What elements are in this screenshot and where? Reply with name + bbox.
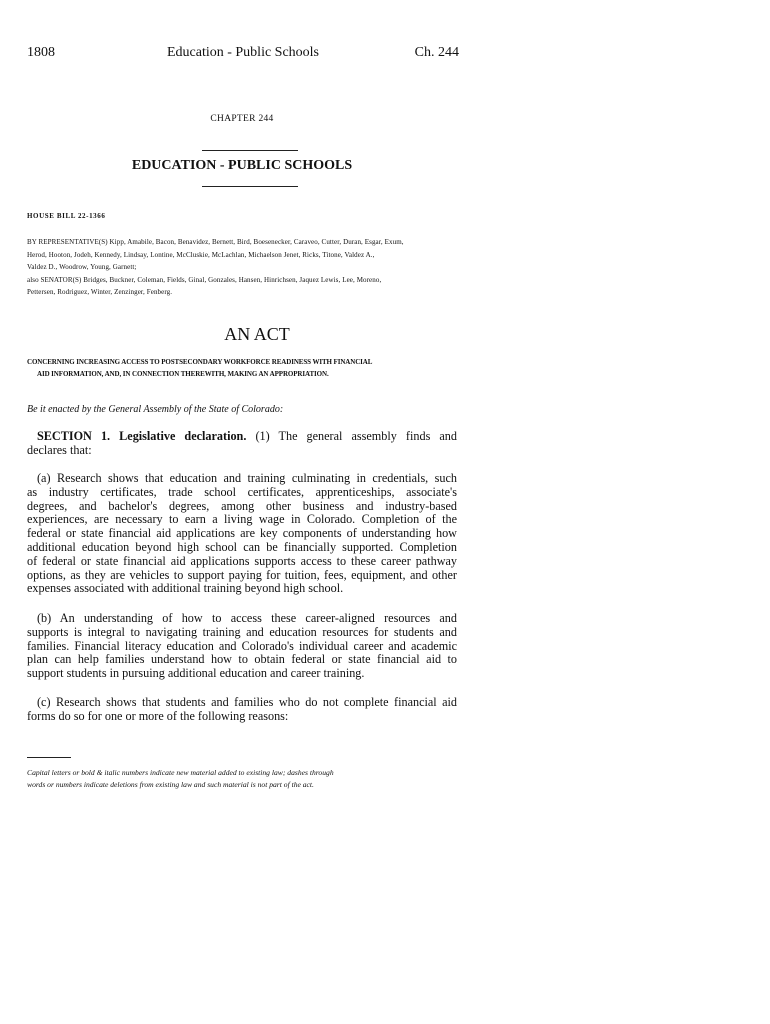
sponsors-list	[27, 236, 459, 299]
paragraph-line: families. Financial literacy education and Colorado's individual career and academic	[27, 638, 457, 653]
chapter-short: Ch. 244	[414, 45, 459, 60]
sponsors-line: Valdez D., Woodrow, Young, Garnett;	[27, 263, 137, 271]
footnote-line: Capital letters or bold & italic numbers indicate new material added to existing law; dashes through	[27, 768, 334, 777]
paragraph-line: plan can help families understand how to obtain federal or state financial aid to	[27, 652, 457, 667]
paragraph-line: (c) Research shows that students and families who do not complete financial aid	[37, 695, 457, 709]
concerning-line: AID INFORMATION, AND, IN CONNECTION THEREWITH, MAKING AN APPROPRIATION.	[37, 370, 329, 378]
bill-number: HOUSE BILL 22-1366	[27, 212, 106, 220]
paragraph-line: additional education beyond high school can be financially supported. Completion	[27, 539, 457, 554]
page-number: 1808	[27, 45, 55, 60]
sponsors-line: also SENATOR(S) Bridges, Buckner, Coleman, Fields, Ginal, Gonzales, Hansen, Hinrichsen, Jaquez Lewis, Lee, Moreno,	[27, 275, 382, 284]
running-header	[27, 45, 459, 65]
running-title: Education - Public Schools	[166, 45, 320, 60]
paragraph-b	[27, 612, 457, 681]
paragraph-a	[27, 472, 457, 596]
sponsors-line: BY REPRESENTATIVE(S) Kipp, Amabile, Bacon, Benavidez, Bernett, Bird, Boesenecker, Caraveo, Cutter, Duran, Esgar, Exum,	[27, 238, 404, 246]
paragraph-line: options, as they are vehicles to support paying for tuition, fees, equipment, and other	[27, 567, 457, 582]
section-text-line: declares that:	[27, 442, 92, 457]
act-heading: AN ACT	[224, 324, 290, 344]
paragraph-line: (a) Research shows that education and training culminating in credentials, such	[37, 471, 457, 485]
act-title-concerning	[27, 356, 459, 380]
paragraph-line: as industry certificates, trade school certificates, apprenticeships, associate's	[27, 484, 457, 499]
chapter-label: CHAPTER 244	[210, 114, 274, 124]
paragraph-line: degrees, and bachelor's degrees, among other business and industry-based	[27, 498, 457, 513]
paragraph-line: supports is integral to navigating training and education resources for students and	[27, 624, 457, 639]
paragraph-line: experiences, are necessary to earn a living wage in Colorado. Completion of the	[27, 512, 457, 527]
sponsors-line: Pettersen, Rodriguez, Winter, Zenzinger, Fenberg.	[27, 288, 173, 296]
section-1	[27, 430, 457, 458]
paragraph-line: forms do so for one or more of the following reasons:	[27, 708, 289, 723]
footnote	[27, 767, 467, 791]
section-heading: SECTION 1. Legislative declaration.	[37, 429, 247, 443]
chapter-title: EDUCATION - PUBLIC SCHOOLS	[131, 158, 353, 173]
sponsors-line: Herod, Hooton, Jodeh, Kennedy, Lindsay, Lontine, McCluskie, McLachlan, Michaelson Jenet, Ricks, Titone, Valdez A.,	[27, 250, 375, 259]
paragraph-line: expenses associated with additional training beyond high school.	[27, 581, 344, 596]
paragraph-line: federal or state financial aid applications are key components of understanding how	[27, 526, 457, 541]
section-text: (1) The general assembly finds and	[246, 429, 457, 443]
title-rule-bottom	[202, 186, 298, 187]
section-1-first-line	[27, 430, 457, 444]
concerning-line: CONCERNING INCREASING ACCESS TO POSTSECONDARY WORKFORCE READINESS WITH FINANCIAL	[27, 358, 373, 366]
title-rule-top	[202, 150, 298, 151]
footnote-line: words or numbers indicate deletions from existing law and such material is not part of the act.	[27, 780, 314, 789]
paragraph-line: (b) An understanding of how to access these career-aligned resources and	[37, 611, 457, 625]
paragraph-line: support students in pursuing additional education and career training.	[27, 666, 365, 681]
paragraph-line: of federal or state financial aid applications supports access to these career pathway	[27, 553, 457, 568]
paragraph-c	[27, 696, 457, 724]
enacting-clause: Be it enacted by the General Assembly of the State of Colorado:	[27, 404, 284, 415]
footnote-rule	[27, 757, 71, 758]
